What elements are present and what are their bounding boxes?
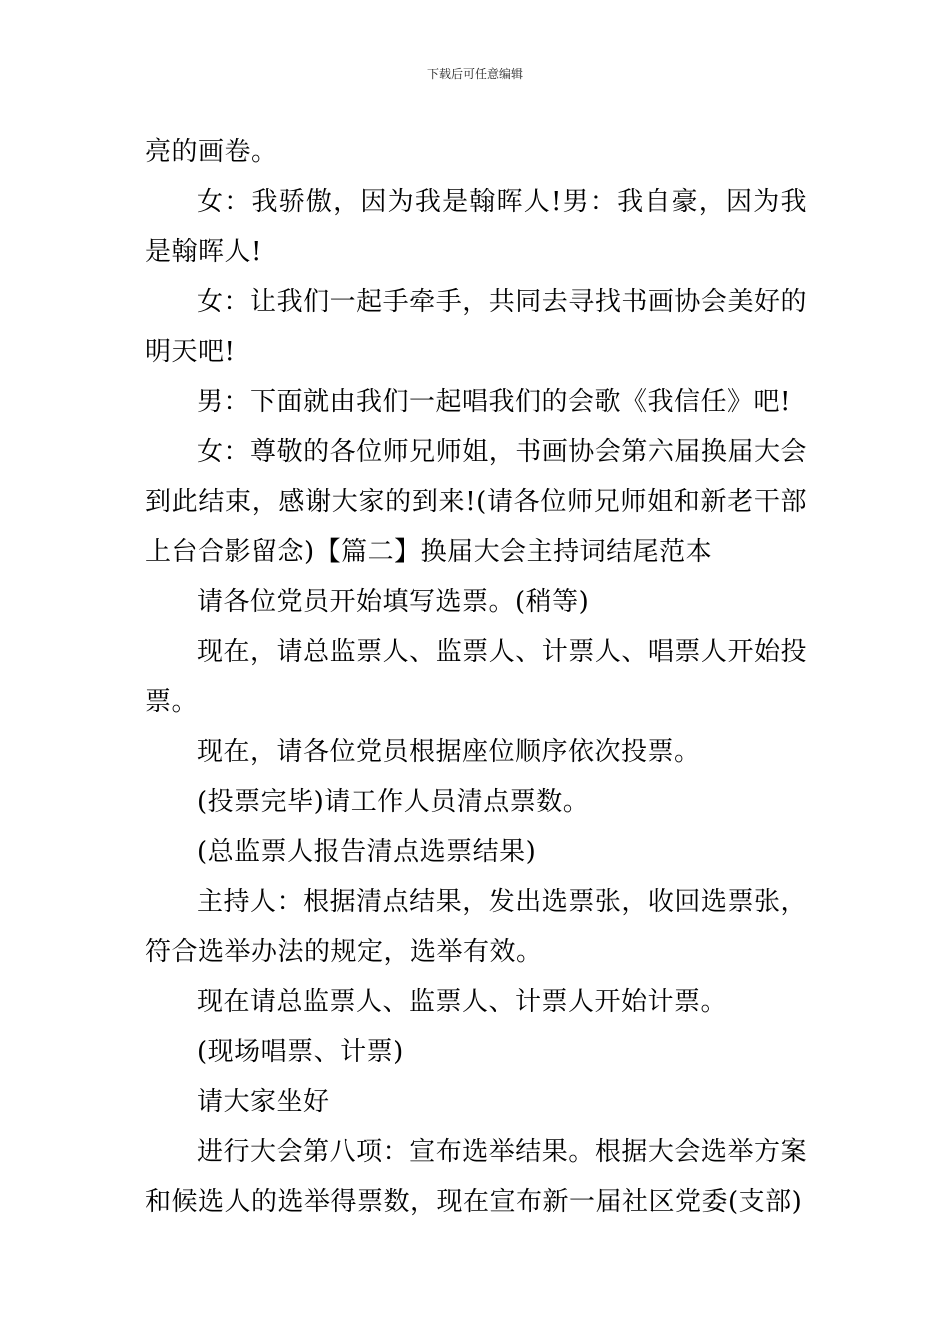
paragraph: 现在，请总监票人、监票人、计票人、唱票人开始投票。 (145, 637, 807, 717)
paragraph: 男：下面就由我们一起唱我们的会歌《我信任》吧! (197, 387, 791, 417)
paragraph: 现在，请各位党员根据座位顺序依次投票。 (197, 737, 701, 767)
page-header: 下载后可任意编辑 (426, 67, 523, 81)
paragraph: 女：我骄傲，因为我是翰晖人!男：我自豪，因为我是翰晖人! (145, 187, 807, 267)
paragraph: 女：尊敬的各位师兄师姐，书画协会第六届换届大会到此结束，感谢大家的到来!(请各位师兄师姐和新老干部上台合影留念)【篇二】换届大会主持词结尾范本 (145, 437, 807, 567)
paragraph: (总监票人报告清点选票结果) (197, 837, 537, 867)
paragraph: 亮的画卷。 (145, 137, 278, 167)
document-body (145, 127, 807, 1227)
paragraph: 请大家坐好 (197, 1087, 330, 1117)
paragraph: 女：让我们一起手牵手，共同去寻找书画协会美好的明天吧! (145, 287, 807, 367)
paragraph: 进行大会第八项：宣布选举结果。根据大会选举方案和候选人的选举得票数，现在宣布新一届社区党委(支部) (145, 1137, 807, 1217)
paragraph: 请各位党员开始填写选票。(稍等) (197, 587, 590, 617)
paragraph: (投票完毕)请工作人员清点票数。 (197, 787, 590, 817)
paragraph: (现场唱票、计票) (197, 1037, 404, 1067)
paragraph: 主持人：根据清点结果，发出选票张，收回选票张，符合选举办法的规定，选举有效。 (145, 887, 807, 967)
paragraph: 现在请总监票人、监票人、计票人开始计票。 (197, 987, 728, 1017)
